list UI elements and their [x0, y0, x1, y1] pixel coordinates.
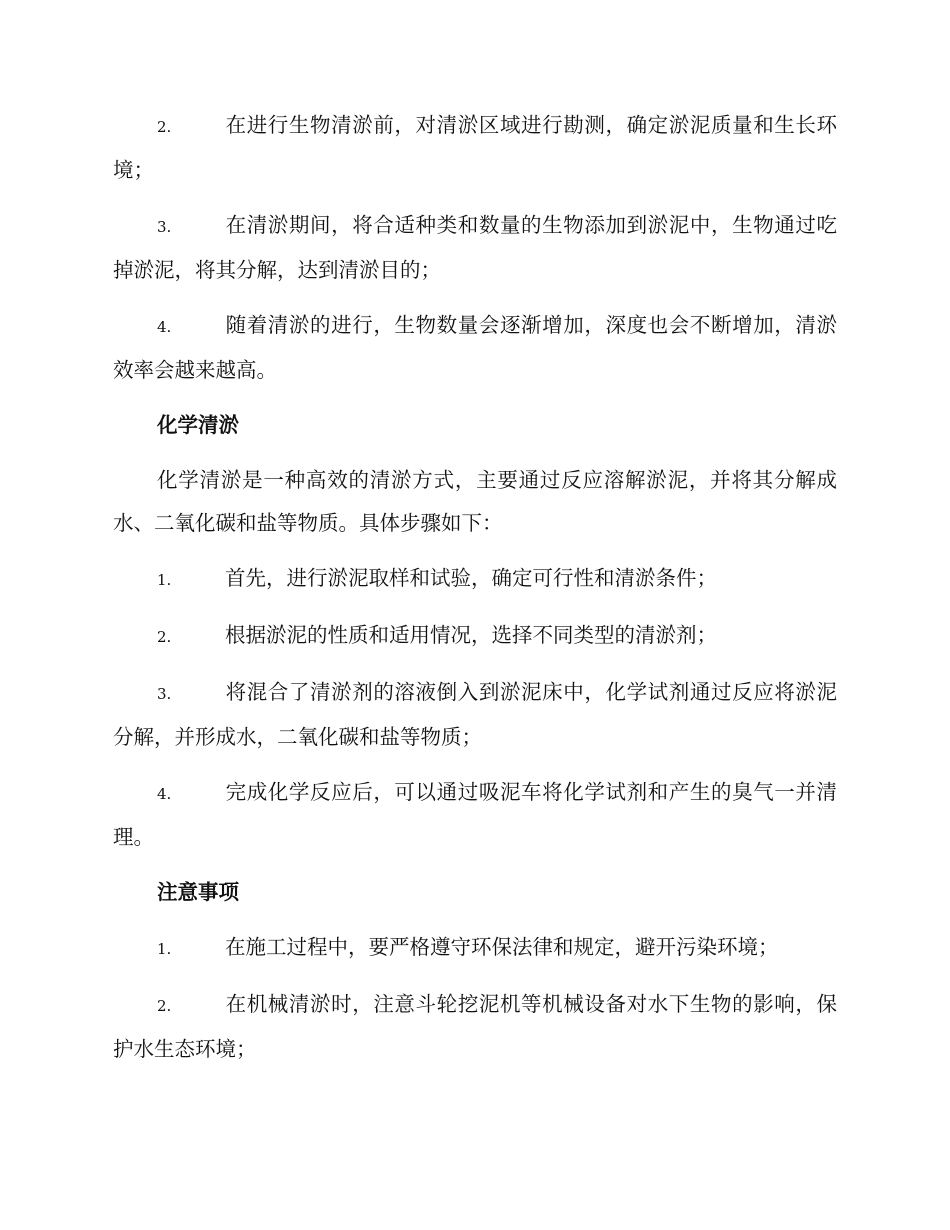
list-item	[113, 614, 837, 659]
list-item	[113, 671, 837, 759]
list-item-text: 根据淤泥的性质和适用情况，选择不同类型的清淤剂；	[225, 623, 717, 647]
list-item	[113, 104, 837, 192]
list-item	[113, 557, 837, 602]
list-item-text: 在施工过程中，要严格遵守环保法律和规定，避开污染环境；	[225, 935, 779, 959]
document-page	[113, 104, 837, 1083]
list-item	[113, 771, 837, 859]
section-heading-notes: 注意事项	[157, 880, 239, 904]
list-item-number: 1.	[157, 571, 172, 589]
list-item-text: 随着清淤的进行，生物数量会逐渐增加，深度也会不断增加，清淤效率会越来越高。	[113, 313, 837, 382]
section-intro-chemical: 化学清淤是一种高效的清淤方式，主要通过反应溶解淤泥，并将其分解成水、二氧化碳和盐等物质。具体步骤如下：	[113, 468, 837, 535]
section-heading-chemical: 化学清淤	[157, 413, 239, 437]
list-item-number: 3.	[157, 685, 172, 703]
list-item-number: 2.	[157, 997, 172, 1015]
list-item-number: 1.	[157, 940, 172, 958]
list-item-number: 3.	[157, 218, 172, 236]
list-item	[113, 304, 837, 392]
list-item	[113, 204, 837, 292]
list-item-number: 2.	[157, 118, 172, 136]
list-item-text: 首先，进行淤泥取样和试验，确定可行性和清淤条件；	[225, 566, 717, 590]
list-item-number: 2.	[157, 628, 172, 646]
list-item-number: 4.	[157, 785, 172, 803]
list-item-text: 将混合了清淤剂的溶液倒入到淤泥床中，化学试剂通过反应将淤泥分解，并形成水，二氧化碳和盐等物质；	[113, 680, 837, 749]
list-item	[113, 926, 837, 971]
list-item-text: 在进行生物清淤前，对清淤区域进行勘测，确定淤泥质量和生长环境；	[113, 113, 837, 182]
list-item-text: 完成化学反应后，可以通过吸泥车将化学试剂和产生的臭气一并清理。	[113, 780, 837, 849]
list-item-text: 在清淤期间，将合适种类和数量的生物添加到淤泥中，生物通过吃掉淤泥，将其分解，达到清淤目的；	[113, 213, 837, 282]
list-item	[113, 983, 837, 1071]
list-item-text: 在机械清淤时，注意斗轮挖泥机等机械设备对水下生物的影响，保护水生态环境；	[113, 992, 837, 1061]
list-item-number: 4.	[157, 318, 172, 336]
